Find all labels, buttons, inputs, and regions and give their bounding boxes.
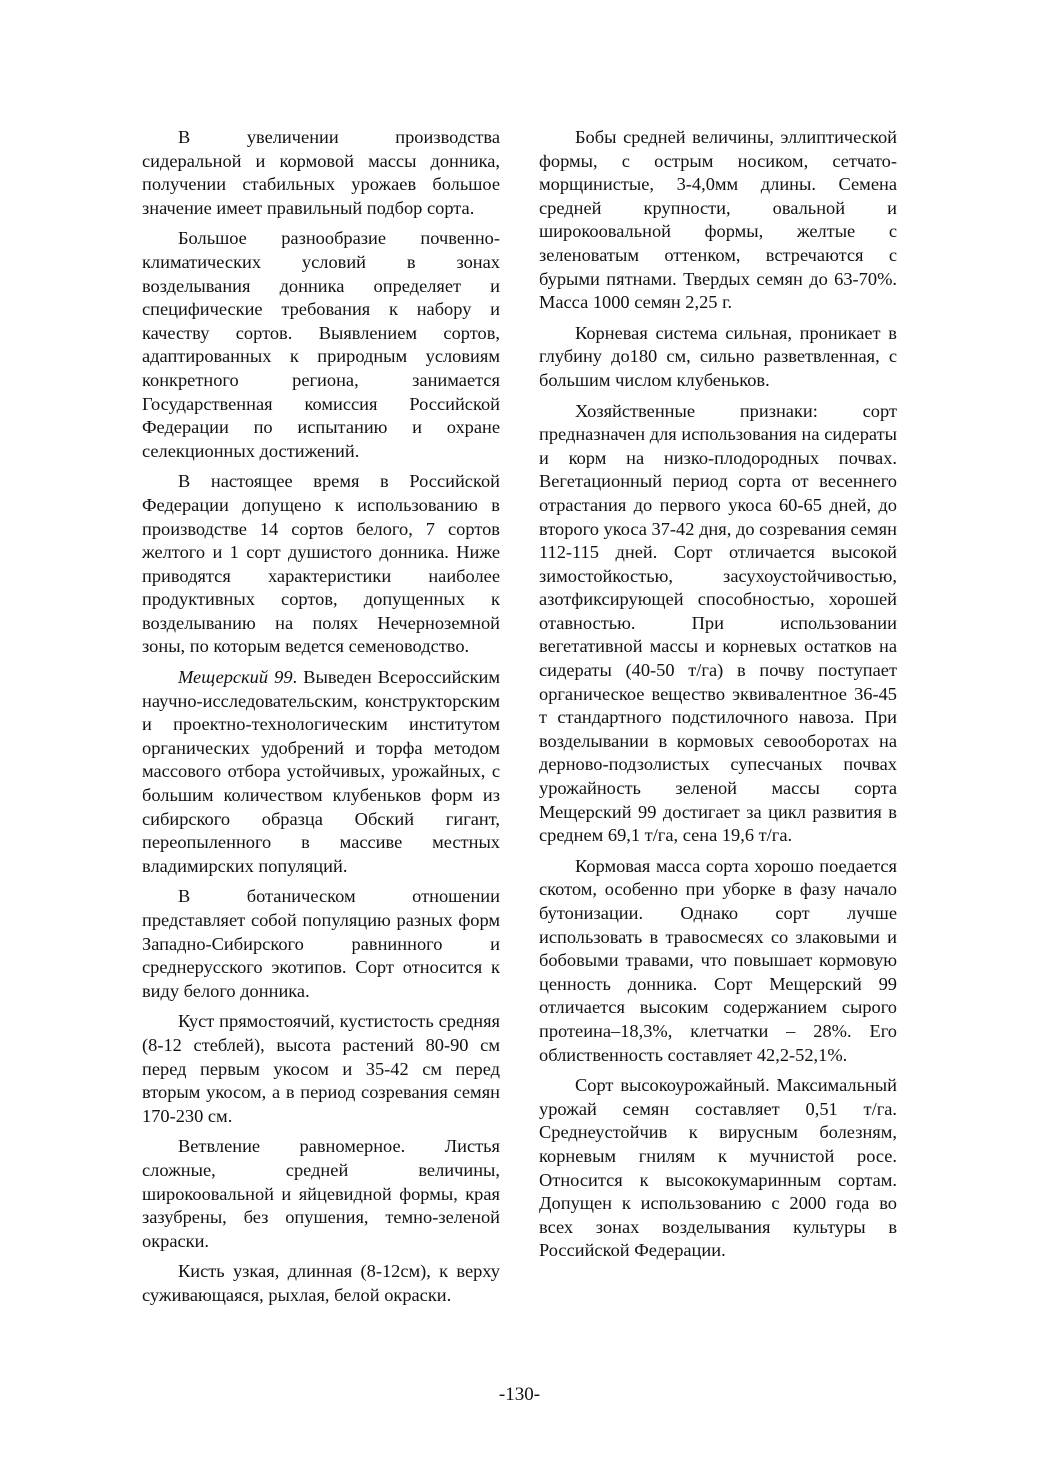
paragraph: Куст прямостоячий, кустистость средняя (8-12 стеблей), высота растений 80-90 см перед первым укосом и 35-42 см перед вторым укосом, а в период созревания семян 170-230 см. — [142, 1011, 500, 1126]
page-number: -130- — [498, 1384, 541, 1405]
left-column — [142, 126, 500, 1315]
paragraph: В настоящее время в Российской Федерации допущено к использованию в производстве 14 сортов белого, 7 сортов желтого и 1 сорт душистого донника. Ниже приводятся характеристики наиболее продуктивных сортов, допущенных к возделыванию на полях Нечерноземной зоны, по которым ведется семеноводство. — [142, 471, 500, 657]
paragraph: Сорт высокоурожайный. Максимальный урожай семян составляет 0,51 т/га. Среднеустойчив к вирусным болезням, корневым гнилям к мучнистой росе. Относится к высококумаринным сортам. Допущен к использованию с 2000 года во всех зонах возделывания культуры в Российской Федерации. — [539, 1075, 897, 1261]
variety-description: . Выведен Всероссийским научно-исследовательским, конструкторским и проектно-технологическим институтом органических удобрений и торфа методом массового отбора устойчивых, урожайных, с большим количеством клубеньков форм из сибирского образца Обский гигант, переопыленного в массиве местных владимирских популяций. — [142, 667, 500, 876]
right-column — [539, 126, 897, 1270]
paragraph: Хозяйственные признаки: сорт предназначен для использования на сидераты и корм на низко-плодородных почвах. Вегетационный период сорта от весеннего отрастания до первого укоса 60-65 дней, до второго укоса 37-42 дня, до созревания семян 112-115 дней. Сорт отличается высокой зимостойкостью, засухоустойчивостью, азотфиксирующей способностью, хорошей отавностью. При использовании вегетативной массы и корневых остатков на сидераты (40-50 т/га) в почву поступает органическое вещество эквивалентное 36-45 т стандартного подстилочного навоза. При возделывании в кормовых севооборотах на дерново-подзолистых супесчаных почвах урожайность зеленой массы сорта Мещерский 99 достигает за цикл развития в среднем 69,1 т/га, сена 19,6 т/га. — [539, 400, 897, 846]
variety-paragraph — [142, 666, 500, 878]
paragraph: Корневая система сильная, проникает в глубину до180 см, сильно разветвленная, с большим числом клубеньков. — [539, 322, 897, 390]
paragraph: Кисть узкая, длинная (8-12см), к верху суживающаяся, рыхлая, белой окраски. — [142, 1261, 500, 1305]
paragraph: Бобы средней величины, эллиптической формы, с острым носиком, сетчато-морщинистые, 3-4,0мм длины. Семена средней крупности, овальной и широкоовальной формы, желтые с зеленоватым оттенком, встречаются с бурыми пятнами. Твердых семян до 63-70%. Масса 1000 семян 2,25 г. — [539, 127, 897, 313]
paragraph: В ботаническом отношении представляет собой популяцию разных форм Западно-Сибирского равнинного и среднерусского экотипов. Сорт относится к виду белого донника. — [142, 886, 500, 1001]
paragraph: В увеличении производства сидеральной и кормовой массы донника, получении стабильных урожаев большое значение имеет правильный подбор сорта. — [142, 127, 500, 218]
variety-name: Мещерский 99 — [178, 667, 293, 688]
paragraph: Кормовая масса сорта хорошо поедается скотом, особенно при уборке в фазу начало бутонизации. Однако сорт лучше использовать в травосмесях со злаковыми и бобовыми травами, что повышает кормовую ценность донника. Сорт Мещерский 99 отличается высоким содержанием сырого протеина–18,3%, клетчатки – 28%. Его облиственность составляет 42,2-52,1%. — [539, 855, 897, 1065]
paragraph: Большое разнообразие почвенно-климатических условий в зонах возделывания донника определяет и специфические требования к набору и качеству сортов. Выявлением сортов, адаптированных к природным условиям конкретного региона, занимается Государственная комиссия Российской Федерации по испытанию и охране селекционных достижений. — [142, 228, 500, 461]
paragraph: Ветвление равномерное. Листья сложные, средней величины, широкоовальной и яйцевидной формы, края зазубрены, без опушения, темно-зеленой окраски. — [142, 1136, 500, 1251]
